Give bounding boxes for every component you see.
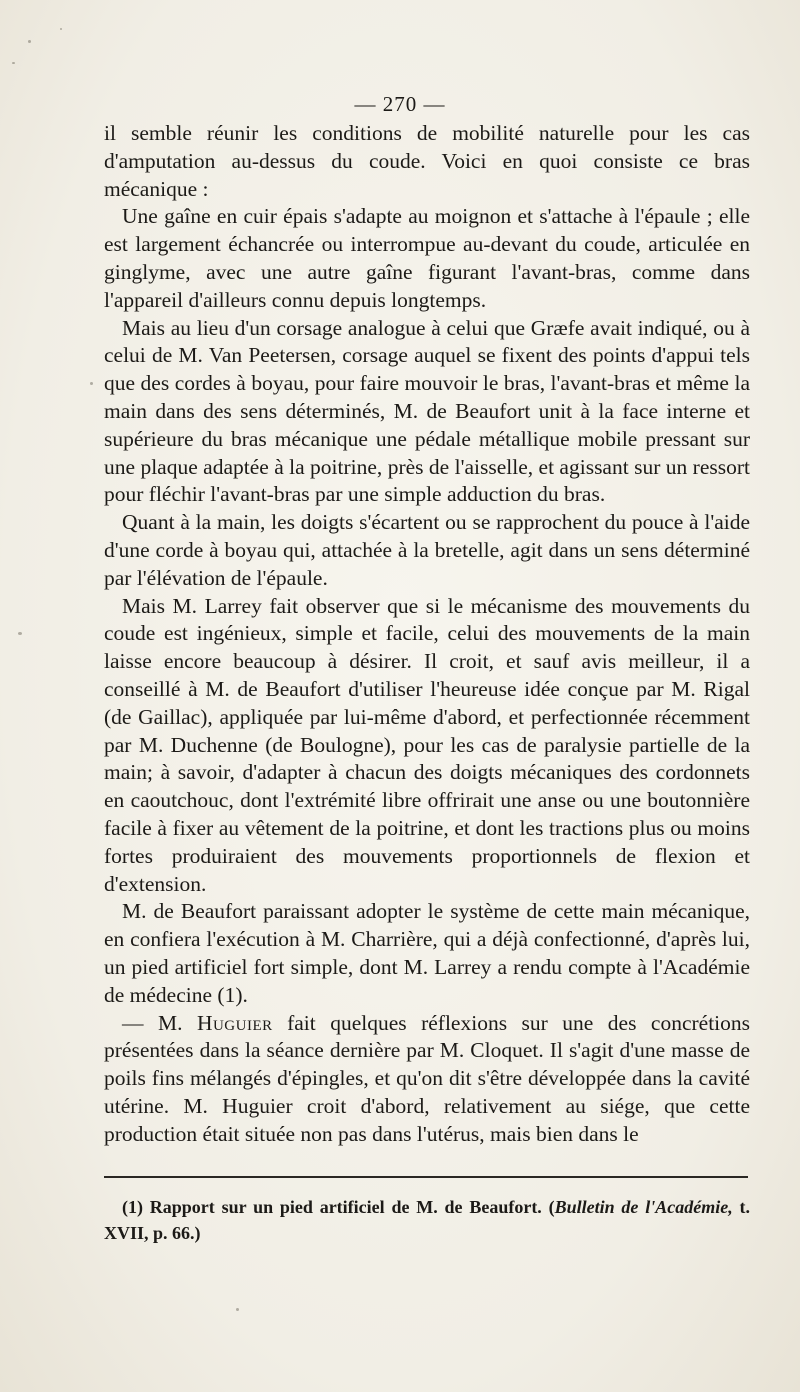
footnote-separator	[104, 1176, 748, 1178]
body-text	[104, 120, 750, 1148]
paragraph: Quant à la main, les doigts s'écartent ou se rapprochent du pouce à l'aide d'une corde à boyau qui, attachée à la bretelle, agit dans un sens déterminé par l'élévation de l'épaule.	[104, 510, 750, 590]
ink-speck	[28, 40, 31, 43]
ink-speck	[236, 1308, 239, 1311]
footnote-end: t. XVII, p. 66.)	[104, 1197, 750, 1243]
ink-speck	[18, 632, 22, 635]
ink-speck	[60, 28, 62, 30]
paragraph: Mais M. Larrey fait observer que si le mécanisme des mouvements du coude est ingénieux, simple et facile, celui des mouvements de la main laisse encore beaucoup à désirer. Il croit, et sauf avis meilleur, il a conseillé à M. de Beaufort d'utiliser l'heureuse idée conçue par M. Rigal (de Gaillac), appliquée par lui-même d'abord, et perfectionnée récemment par M. Duchenne (de Boulogne), pour les cas de paralysie partielle de la main; à savoir, d'adapter à chacun des doigts mécaniques des cordonnets en caoutchouc, dont l'extrémité libre offrirait une anse ou une boutonnière facile à fixer au vêtement de la poitrine, et dont les tractions plus ou moins fortes produiraient des mouvements proportionnels de flexion et d'extension.	[104, 593, 750, 896]
footnote-line	[104, 1194, 750, 1246]
paragraph: M. de Beaufort paraissant adopter le système de cette main mécanique, en confiera l'exécution à M. Charrière, qui a déjà confectionné, d'après lui, un pied artificiel fort simple, dont M. Larrey a rendu compte à l'Académie de médecine (1).	[104, 899, 750, 1007]
paragraph-huguier	[104, 1010, 750, 1149]
page-number: — 270 —	[354, 92, 446, 116]
footnote	[104, 1194, 750, 1246]
speaker-name: Huguier	[196, 1010, 273, 1035]
paragraph: Une gaîne en cuir épais s'adapte au moignon et s'attache à l'épaule ; elle est largement échancrée ou interrompue au-devant du coude, articulée en ginglyme, avec une autre gaîne figurant l'avant-bras, comme dans l'appareil d'ailleurs connu depuis longtemps.	[104, 204, 750, 312]
ink-speck	[90, 382, 93, 385]
paragraph-continuation: il semble réunir les conditions de mobilité naturelle pour les cas d'amputation au-dessus du coude. Voici en quoi consiste ce bras mécanique :	[104, 121, 750, 201]
paragraph: Mais au lieu d'un corsage analogue à celui que Græfe avait indiqué, ou à celui de M. Van Peetersen, corsage auquel se fixent des points d'appui tels que des cordes à boyau, pour faire mouvoir le bras, l'avant-bras et même la main dans des sens déterminés, M. de Beaufort unit à la face interne et supérieure du bras mécanique une pédale métallique mobile pressant sur une plaque adaptée à la poitrine, près de l'aisselle, et agissant sur un ressort pour fléchir l'avant-bras par une simple adduction du bras.	[104, 315, 750, 507]
paragraph-text: fait quelques réflexions sur une des concrétions présentées dans la séance dernière par M. Cloquet. Il s'agit d'une masse de poils fins mélangés d'épingles, et qu'on dit s'être développée dans la cavité utérine. M. Huguier croit d'abord, relativement au siége, que cette production était située non pas dans l'utérus, mais bien dans le	[104, 1010, 751, 1146]
footnote-citation: Bulletin de l'Académie,	[554, 1197, 733, 1217]
footnote-text: (1) Rapport sur un pied artificiel de M. de Beaufort. (	[122, 1197, 555, 1217]
ink-speck	[12, 62, 15, 64]
dash-prefix: — M.	[122, 1010, 197, 1035]
